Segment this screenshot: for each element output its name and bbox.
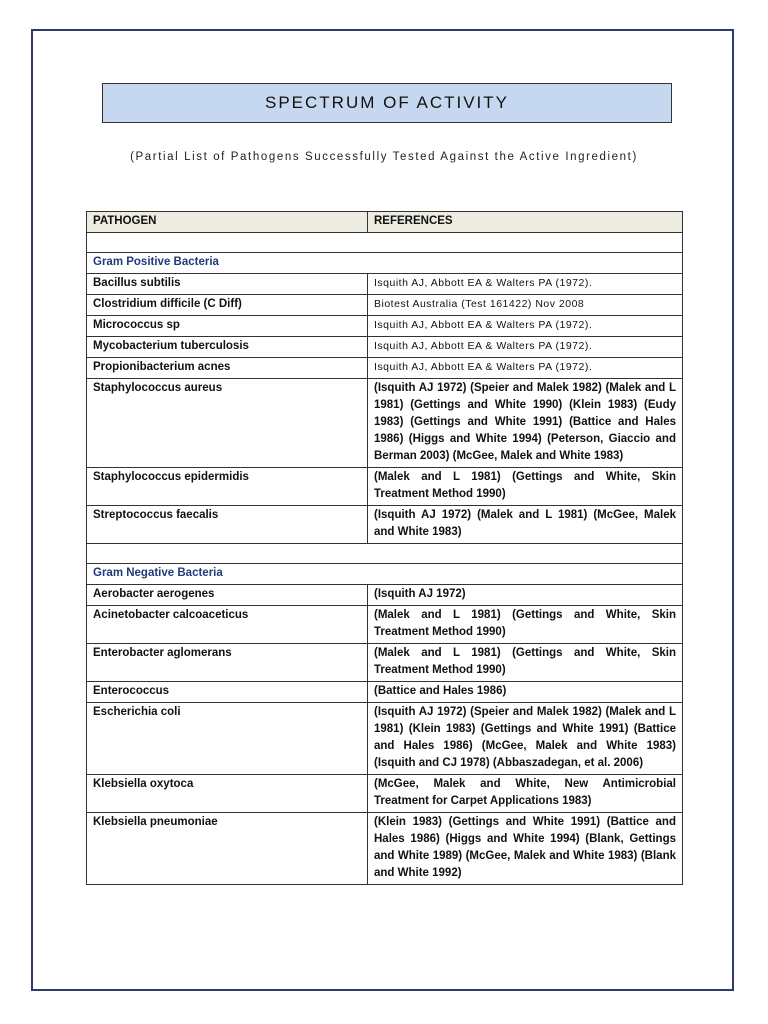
reference-cell: (Isquith AJ 1972) (Malek and L 1981) (McGee, Malek and White 1983) [368,506,683,544]
table-row [87,274,683,295]
table-row [87,813,683,885]
table-header-row [87,212,683,233]
pathogen-cell: Klebsiella pneumoniae [87,813,368,885]
pathogen-cell: Staphylococcus aureus [87,379,368,468]
pathogen-cell: Streptococcus faecalis [87,506,368,544]
table-row [87,703,683,775]
spacer-cell [87,544,683,564]
table-row [87,316,683,337]
reference-cell: Isquith AJ, Abbott EA & Walters PA (1972). [368,316,683,337]
section-heading: Gram Negative Bacteria [87,564,683,585]
section-heading: Gram Positive Bacteria [87,253,683,274]
reference-cell: (Isquith AJ 1972) (Speier and Malek 1982) (Malek and L 1981) (Klein 1983) (Gettings and White 1991) (Battice and Hales 1986) (McGee, Malek and White 1983) (Isquith and CJ 1978) (Abbaszadegan, et al. 2006) [368,703,683,775]
section-row [87,564,683,585]
spectrum-table [86,211,683,885]
pathogen-cell: Propionibacterium acnes [87,358,368,379]
table-row [87,644,683,682]
page-title-box [102,83,672,123]
table-row [87,682,683,703]
pathogen-cell: Enterococcus [87,682,368,703]
reference-cell: Isquith AJ, Abbott EA & Walters PA (1972). [368,274,683,295]
pathogen-cell: Aerobacter aerogenes [87,585,368,606]
header-references: REFERENCES [368,212,683,233]
reference-cell: (Malek and L 1981) (Gettings and White, Skin Treatment Method 1990) [368,644,683,682]
pathogen-cell: Micrococcus sp [87,316,368,337]
pathogen-cell: Acinetobacter calcoaceticus [87,606,368,644]
reference-cell: (Isquith AJ 1972) (Speier and Malek 1982) (Malek and L 1981) (Gettings and White 1990) (Klein 1983) (Eudy 1983) (Gettings and White 1991) (Battice and Hales 1986) (Higgs and White 1994) (Peterson, Giaccio and Berman 2003) (McGee, Malek and White 1983) [368,379,683,468]
reference-cell: (Klein 1983) (Gettings and White 1991) (Battice and Hales 1986) (Higgs and White 1994) (Blank, Gettings and White 1989) (McGee, Malek and White 1983) (Blank and White 1992) [368,813,683,885]
header-pathogen: PATHOGEN [87,212,368,233]
table-row [87,775,683,813]
reference-cell: (Malek and L 1981) (Gettings and White, Skin Treatment Method 1990) [368,468,683,506]
reference-cell: Isquith AJ, Abbott EA & Walters PA (1972). [368,337,683,358]
table-row [87,468,683,506]
table-row [87,606,683,644]
pathogen-cell: Enterobacter aglomerans [87,644,368,682]
reference-cell: Biotest Australia (Test 161422) Nov 2008 [368,295,683,316]
reference-cell: Isquith AJ, Abbott EA & Walters PA (1972). [368,358,683,379]
reference-cell: (Isquith AJ 1972) [368,585,683,606]
pathogen-cell: Escherichia coli [87,703,368,775]
pathogen-cell: Bacillus subtilis [87,274,368,295]
reference-cell: (Malek and L 1981) (Gettings and White, Skin Treatment Method 1990) [368,606,683,644]
reference-cell: (Battice and Hales 1986) [368,682,683,703]
spacer-row [87,544,683,564]
table-row [87,337,683,358]
pathogen-cell: Klebsiella oxytoca [87,775,368,813]
table-row [87,585,683,606]
page-subtitle: (Partial List of Pathogens Successfully Tested Against the Active Ingredient) [130,151,638,163]
table-body [87,233,683,885]
pathogen-cell: Mycobacterium tuberculosis [87,337,368,358]
table-row [87,379,683,468]
page-title: SPECTRUM OF ACTIVITY [264,93,510,112]
table-row [87,506,683,544]
table-row [87,358,683,379]
table-row [87,295,683,316]
section-row [87,253,683,274]
spacer-row [87,233,683,253]
spacer-cell [87,233,683,253]
pathogen-cell: Clostridium difficile (C Diff) [87,295,368,316]
pathogen-cell: Staphylococcus epidermidis [87,468,368,506]
reference-cell: (McGee, Malek and White, New Antimicrobial Treatment for Carpet Applications 1983) [368,775,683,813]
